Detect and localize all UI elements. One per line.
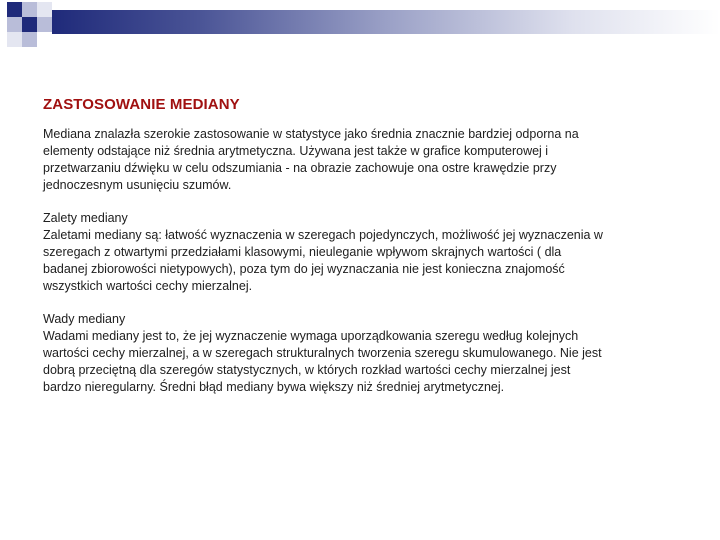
paragraph-line: Mediana znalazła szerokie zastosowanie w statystyce jako średnia znacznie bardziej odporna na <box>43 127 579 141</box>
decor-square <box>37 2 52 17</box>
paragraph-line: bardzo nieregularny. Średni błąd mediany bywa większy niż średniej arytmetycznej. <box>43 380 505 394</box>
decor-square <box>22 17 37 32</box>
paragraph-line: Zaletami mediany są: łatwość wyznaczenia w szeregach pojedynczych, możliwość jej wyznaczenia w <box>43 228 603 242</box>
paragraph-line: elementy odstające niż średnia arytmetyczna. Używana jest także w grafice komputerowej i <box>43 144 549 158</box>
decor-square <box>22 32 37 47</box>
paragraph-line: jednoczesnym usunięciu szumów. <box>43 178 232 192</box>
decor-square <box>7 32 22 47</box>
paragraph-heading: Zalety mediany <box>43 211 128 225</box>
header-decoration <box>0 0 720 48</box>
paragraph-disadvantages <box>43 311 683 396</box>
paragraph-line: wartości cechy mierzalnej, a w szeregach strukturalnych tworzenia szeregu skumulowanego. Nie jest <box>43 346 602 360</box>
header-gradient-band <box>52 10 720 34</box>
decor-square <box>22 2 37 17</box>
paragraph-line: wszystkich wartości cechy mierzalnej. <box>43 279 253 293</box>
decor-square <box>37 17 52 32</box>
paragraph-intro <box>43 126 683 194</box>
paragraph-line: dobrą przeciętną dla szeregów statystycznych, w których rozkład wartości cechy mierzalnej jest <box>43 363 571 377</box>
paragraph-line: Wadami mediany jest to, że jej wyznaczenie wymaga uporządkowania szeregu według kolejnych <box>43 329 579 343</box>
paragraph-advantages <box>43 210 683 295</box>
paragraph-line: przetwarzaniu dźwięku w celu odszumiania - na obrazie zachowuje ona ostre krawędzie przy <box>43 161 557 175</box>
slide-title: ZASTOSOWANIE MEDIANY <box>43 96 240 113</box>
paragraph-heading: Wady mediany <box>43 312 126 326</box>
decor-square <box>7 2 22 17</box>
paragraph-line: badanej zbiorowości nietypowych), poza tym do jej wyznaczania nie jest konieczna znajomość <box>43 262 565 276</box>
decor-square <box>7 17 22 32</box>
paragraph-line: szeregach z otwartymi przedziałami klasowymi, nieuleganie wpływom skrajnych wartości ( dla <box>43 245 562 259</box>
slide-content <box>43 96 683 412</box>
